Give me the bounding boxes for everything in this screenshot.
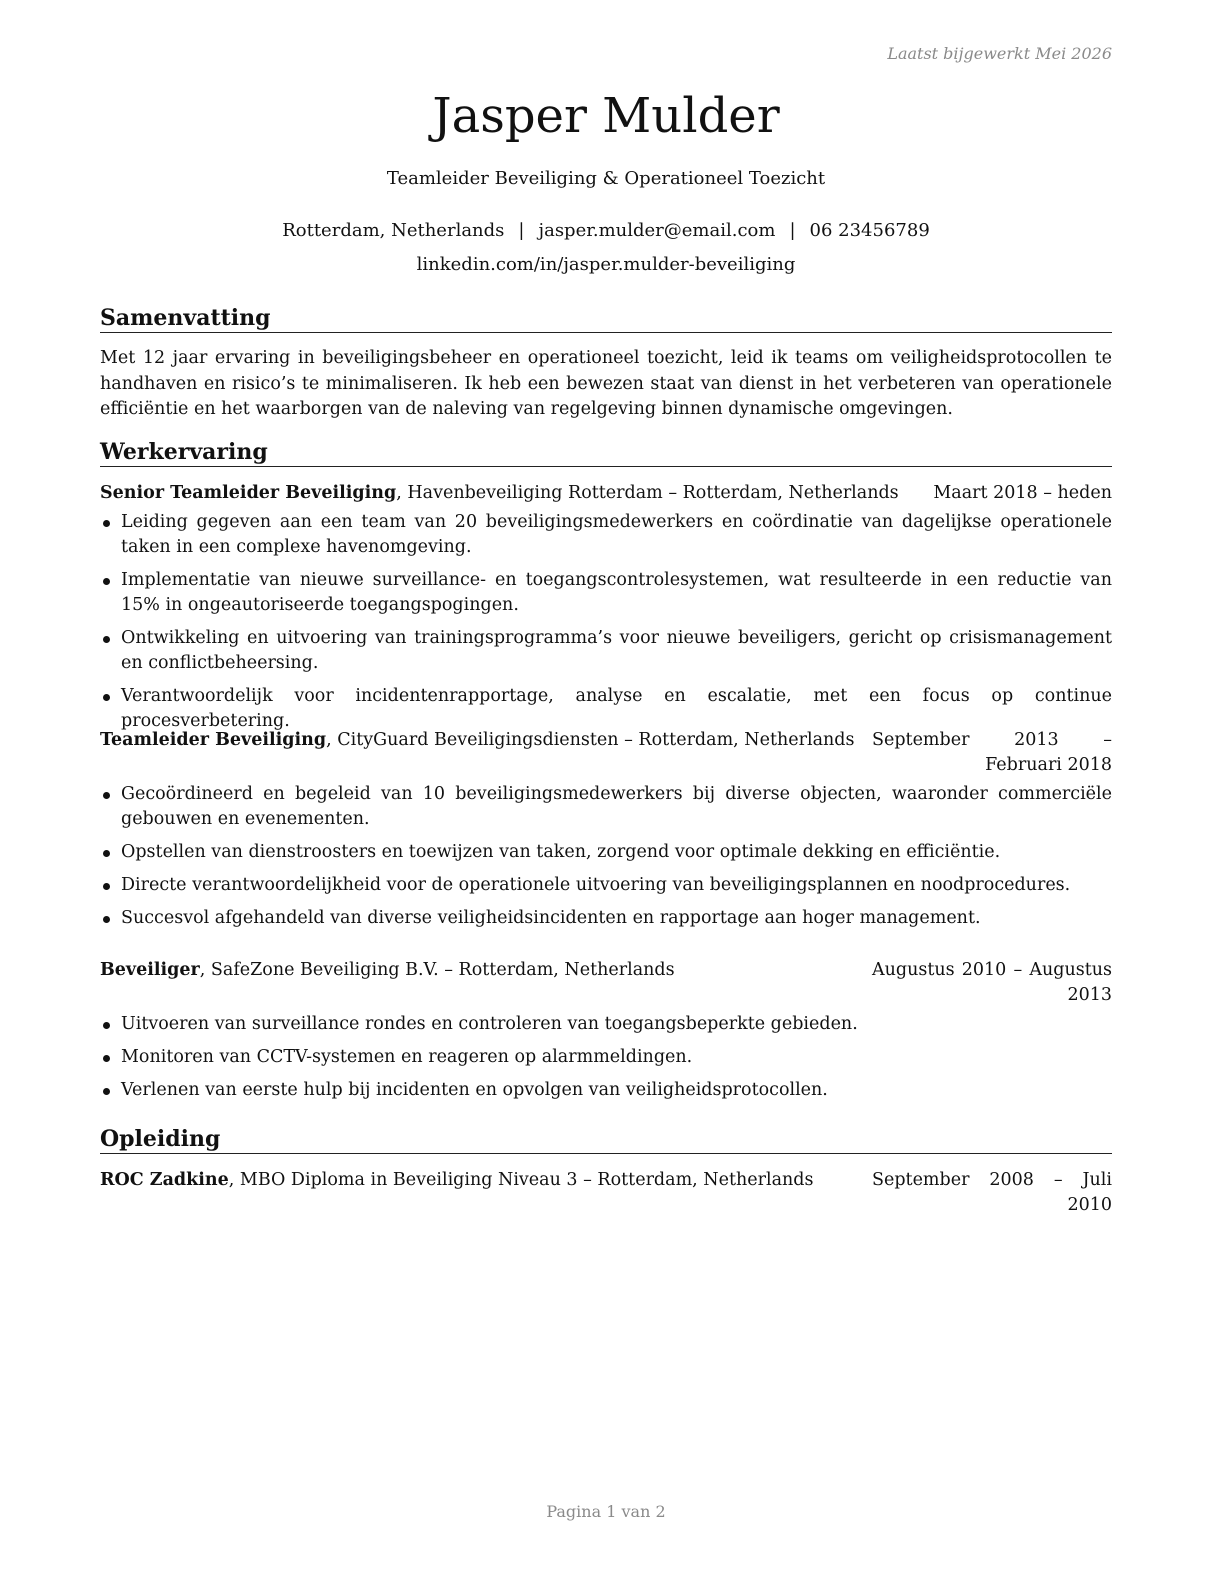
job-entry: [100, 481, 1112, 742]
list-item: Implementatie van nieuwe surveillance- en toegangscontrolesystemen, wat resulteerde in een reductie van 15% in ongeautoriseerde toegangspogingen.: [100, 568, 1112, 618]
summary-text: Met 12 jaar ervaring in beveiligingsbeheer en operationeel toezicht, leid ik teams om veiligheidsprotocollen te handhaven en risico’s te minimaliseren. Ik heb een bewezen staat van dienst in het verbeteren van operationele efficiëntie en het waarborgen van de naleving van regelgeving binnen dynamische omgevingen.: [100, 348, 1112, 419]
job-entry: [100, 958, 1112, 1111]
separator: |: [518, 220, 525, 241]
education-line: [100, 1168, 813, 1193]
education-details: , MBO Diploma in Beveiliging Niveau 3 – Rotterdam, Netherlands: [228, 1170, 814, 1190]
education-entry: [100, 1168, 1112, 1218]
list-item: Monitoren van CCTV-systemen en reageren op alarmmeldingen.: [100, 1045, 1112, 1070]
school-name: ROC Zadkine: [100, 1170, 229, 1190]
list-item: Opstellen van dienstroosters en toewijzen van taken, zorgend voor optimale dekking en efficiëntie.: [100, 840, 1112, 865]
list-item: Succesvol afgehandeld van diverse veiligheidsincidenten en rapportage aan hoger management.: [100, 906, 1112, 931]
bullet-icon: [103, 916, 110, 923]
job-header: [100, 481, 1112, 506]
job-header: [100, 728, 1112, 778]
job-header: [100, 958, 1112, 1008]
job-bullets: [100, 1012, 1112, 1103]
job-bullets: [100, 782, 1112, 931]
experience-heading: Werkervaring: [100, 438, 1112, 467]
summary-heading: Samenvatting: [100, 304, 1112, 333]
job-role-line: [100, 958, 675, 983]
resume-page: [100, 0, 1112, 1584]
education-heading: Opleiding: [100, 1125, 1112, 1154]
bullet-icon: [103, 694, 110, 701]
bullet-icon: [103, 883, 110, 890]
job-dates: Maart 2018 – heden: [933, 483, 1112, 503]
job-bullets: [100, 510, 1112, 734]
list-item: Ontwikkeling en uitvoering van trainingsprogramma’s voor nieuwe beveiligers, gericht op crisismanagement en conflictbeheersing.: [100, 626, 1112, 676]
phone: 06 23456789: [809, 220, 930, 241]
job-role-line: [100, 728, 854, 753]
list-item: Gecoördineerd en begeleid van 10 beveiligingsmedewerkers bij diverse objecten, waaronder commerciële gebouwen en evenementen.: [100, 782, 1112, 832]
bullet-icon: [103, 1088, 110, 1095]
page-number: Pagina 1 van 2: [546, 1502, 666, 1521]
bullet-icon: [103, 578, 110, 585]
job-dates: Augustus 2010 – Augustus 2013: [872, 960, 1112, 1005]
job-role: Senior Teamleider Beveiliging: [100, 483, 397, 503]
list-item: Verantwoordelijk voor incidentenrapportage, analyse en escalatie, met een focus op continue procesverbetering.: [100, 684, 1112, 734]
education-header: [100, 1168, 1112, 1218]
bullet-icon: [103, 636, 110, 643]
bullet-icon: [103, 792, 110, 799]
job-role: Teamleider Beveiliging: [100, 730, 327, 750]
contact-line: [100, 218, 1112, 244]
job-role-line: [100, 481, 899, 506]
list-item: Directe verantwoordelijkheid voor de operationele uitvoering van beveiligingsplannen en noodprocedures.: [100, 873, 1112, 898]
bullet-icon: [103, 1022, 110, 1029]
list-item: Uitvoeren van surveillance rondes en controleren van toegangsbeperkte gebieden.: [100, 1012, 1112, 1037]
education-dates: September 2008 – Juli 2010: [872, 1170, 1112, 1215]
job-dates: September 2013 – Februari 2018: [872, 730, 1112, 775]
job-details: , Havenbeveiliging Rotterdam – Rotterdam, Netherlands: [396, 483, 899, 503]
job-role: Beveiliger: [100, 960, 200, 980]
job-title: Teamleider Beveiliging & Operationeel Toezicht: [386, 168, 826, 189]
job-details: , SafeZone Beveiliging B.V. – Rotterdam, Netherlands: [199, 960, 675, 980]
bullet-icon: [103, 520, 110, 527]
linkedin-link[interactable]: linkedin.com/in/jasper.mulder-beveiliging: [416, 254, 796, 275]
location: Rotterdam, Netherlands: [282, 220, 505, 241]
email-link[interactable]: jasper.mulder@email.com: [538, 220, 776, 241]
separator: |: [789, 220, 796, 241]
list-item: Verlenen van eerste hulp bij incidenten en opvolgen van veiligheidsprotocollen.: [100, 1078, 1112, 1103]
bullet-icon: [103, 1055, 110, 1062]
bullet-icon: [103, 850, 110, 857]
candidate-name: Jasper Mulder: [432, 88, 780, 144]
job-entry: [100, 728, 1112, 939]
job-details: , CityGuard Beveiligingsdiensten – Rotterdam, Netherlands: [326, 730, 855, 750]
list-item: Leiding gegeven aan een team van 20 beveiligingsmedewerkers en coördinatie van dagelijkse operationele taken in een complexe havenomgeving.: [100, 510, 1112, 560]
last-updated: Laatst bijgewerkt Mei 2026: [887, 44, 1112, 63]
